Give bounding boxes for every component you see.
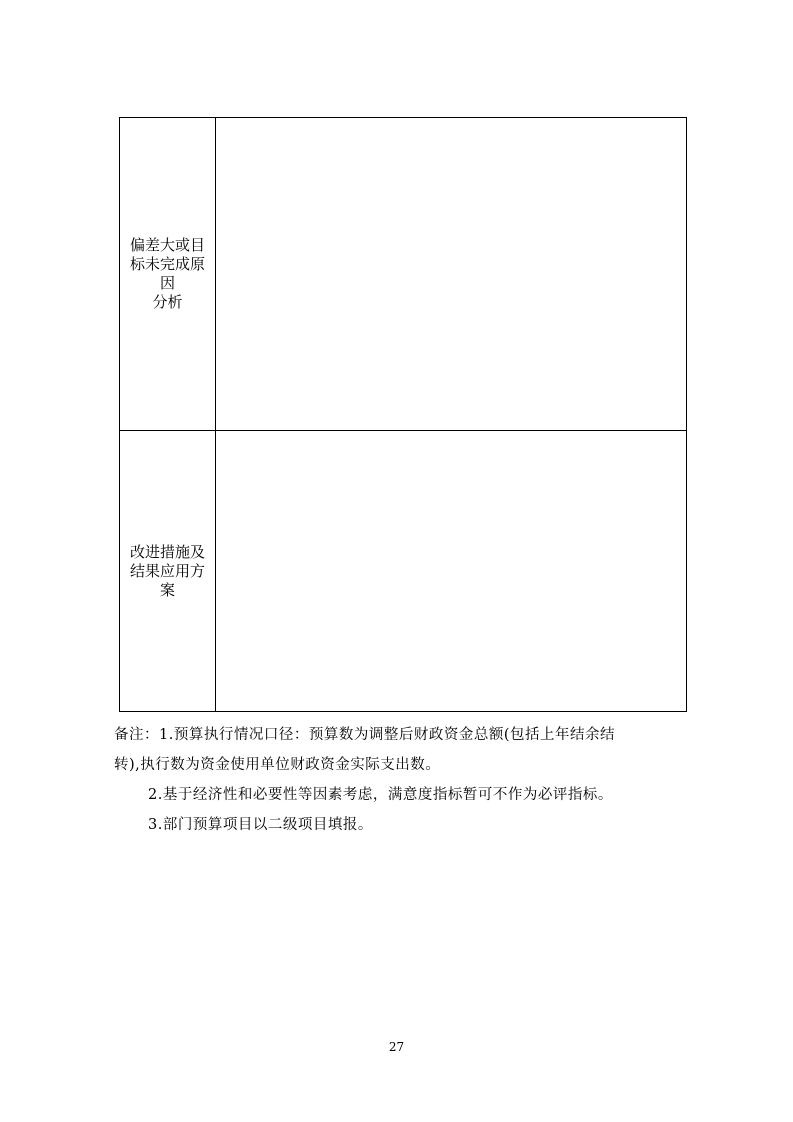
label-line: 结果应用方	[129, 561, 205, 580]
label-line: 改进措施及	[129, 542, 205, 561]
label-line: 分析	[152, 293, 183, 311]
label-line: 案	[159, 580, 175, 599]
label-line: 因	[159, 274, 175, 292]
label-line: 偏差大或目	[129, 236, 205, 254]
deviation-analysis-label	[120, 118, 216, 431]
note-line-3: 2.基于经济性和必要性等因素考虑，满意度指标暂可不作为必评指标。	[148, 787, 613, 803]
label-line: 标未完成原	[129, 255, 205, 273]
note-line-2: 转),执行数为资金使用单位财政资金实际支出数。	[114, 757, 441, 773]
notes-section	[114, 720, 688, 840]
note-line-4: 3.部门预算项目以二级项目填报。	[148, 817, 373, 833]
improvement-plan-row	[120, 431, 687, 712]
deviation-analysis-content[interactable]	[216, 118, 687, 431]
improvement-plan-content[interactable]	[216, 431, 687, 712]
page-number: 27	[388, 1040, 405, 1054]
improvement-plan-label	[120, 431, 216, 712]
deviation-analysis-row	[120, 118, 687, 431]
evaluation-form-table	[119, 117, 687, 712]
note-line-1: 备注：1.预算执行情况口径：预算数为调整后财政资金总额(包括上年结余结	[114, 727, 615, 743]
